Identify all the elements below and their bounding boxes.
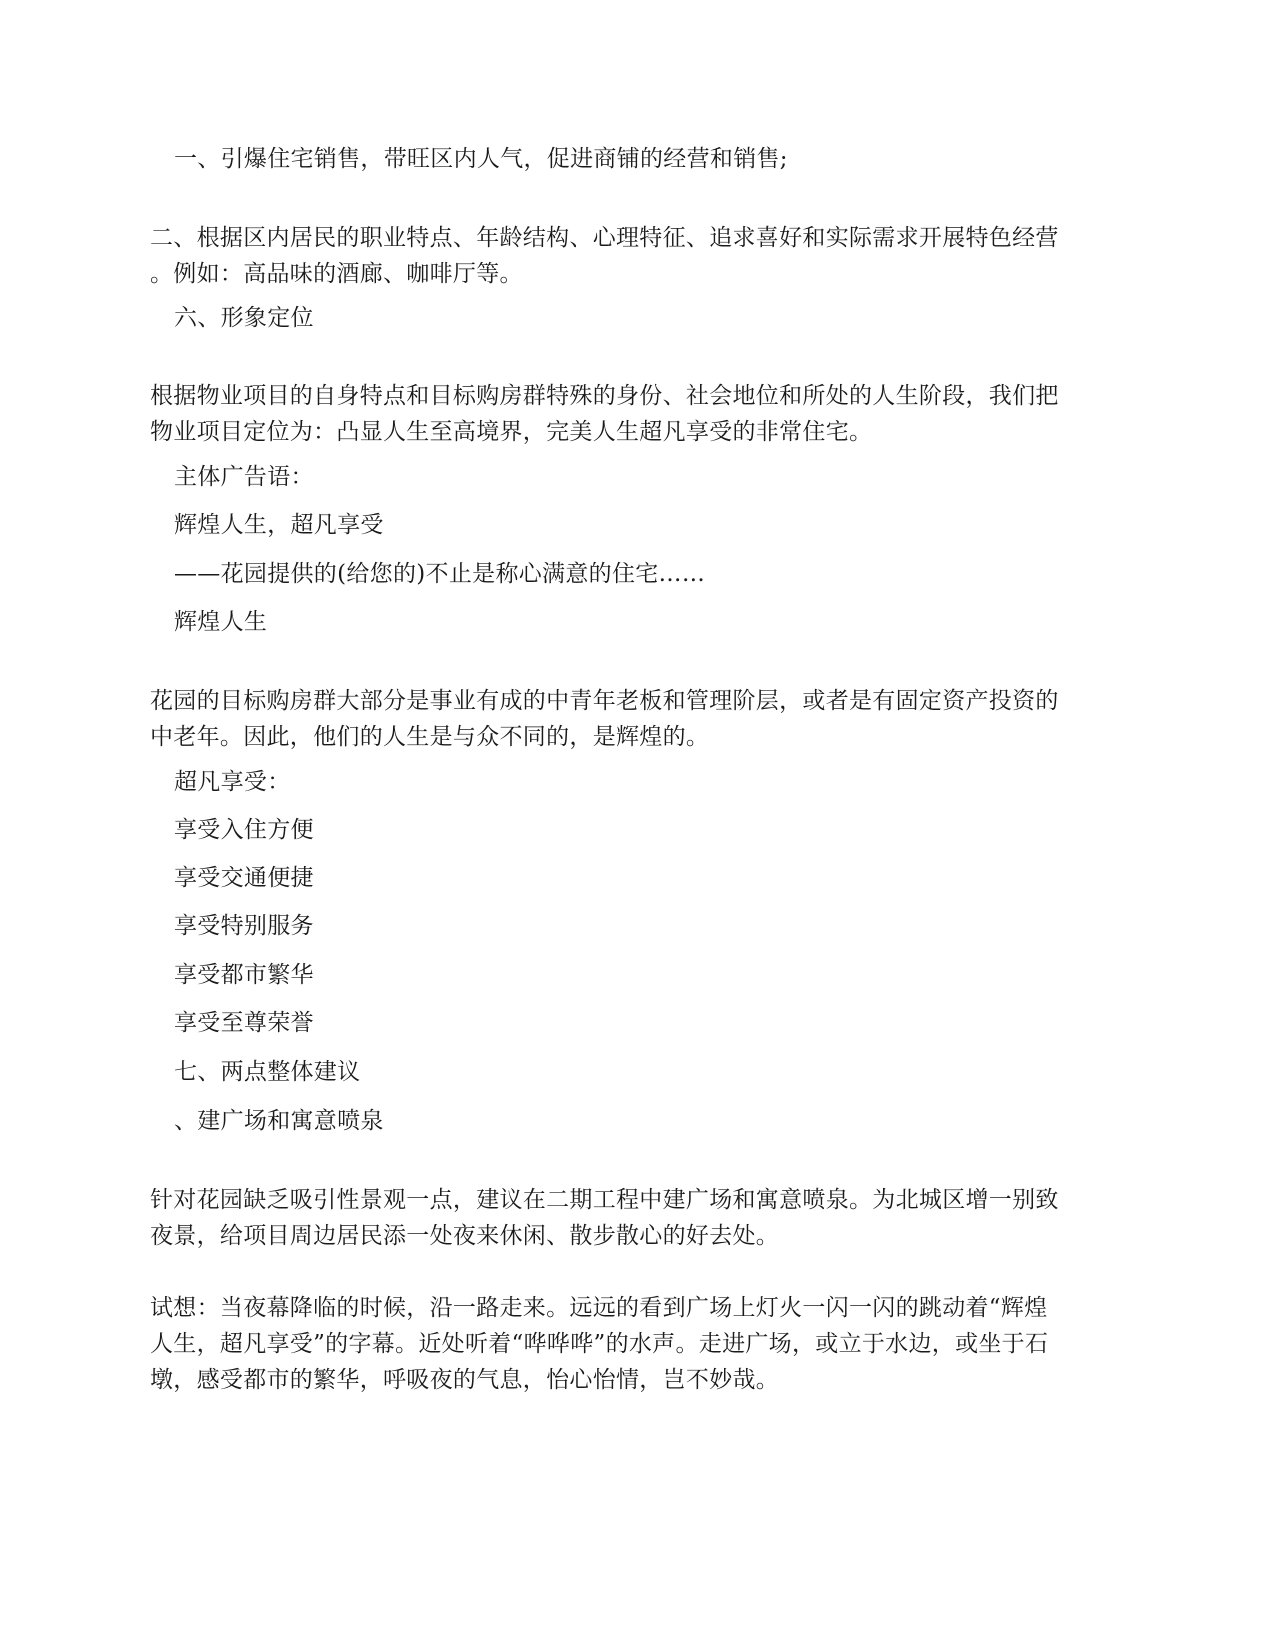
paragraph-5 <box>174 459 1174 495</box>
paragraph-line: 享受入住方便 <box>174 817 314 843</box>
paragraph-line: 墩，感受都市的繁华，呼吸夜的气息，怡心怡情，岂不妙哉。 <box>150 1367 780 1393</box>
slogan-line <box>174 507 1174 543</box>
list-item <box>174 812 1174 848</box>
paragraph-line: 夜景，给项目周边居民添一处夜来休闲、散步散心的好去处。 <box>150 1223 780 1249</box>
paragraph-line: 物业项目定位为：凸显人生至高境界，完美人生超凡享受的非常住宅。 <box>150 419 873 445</box>
paragraph-line: 享受特别服务 <box>174 913 314 939</box>
paragraph-7 <box>174 556 1174 592</box>
list-item <box>174 908 1174 944</box>
paragraph-line: 根据物业项目的自身特点和目标购房群特殊的身份、社会地位和所处的人生阶段，我们把 <box>150 383 1059 409</box>
paragraph-line: 主体广告语： <box>174 464 314 490</box>
list-item <box>174 957 1174 993</box>
paragraph-line: 。例如：高品味的酒廊、咖啡厅等。 <box>150 261 523 287</box>
paragraph-9 <box>150 683 1150 755</box>
list-item <box>174 1005 1174 1041</box>
paragraph-line: 一、引爆住宅销售，带旺区内人气，促进商铺的经营和销售; <box>174 146 788 172</box>
paragraph-line: 享受交通便捷 <box>174 865 314 891</box>
paragraph-line: 试想：当夜幕降临的时候，沿一路走来。远远的看到广场上灯火一闪一闪的跳动着“辉煌 <box>150 1295 1048 1321</box>
paragraph-line: 七、两点整体建议 <box>174 1059 361 1085</box>
paragraph-8 <box>174 604 1174 640</box>
paragraph-line: ——花园提供的(给您的)不止是称心满意的住宅…… <box>174 561 706 587</box>
list-item <box>174 860 1174 896</box>
paragraph-line: 享受都市繁华 <box>174 962 314 988</box>
paragraph-line: 人生，超凡享受”的字幕。近处听着“哗哗哗”的水声。走进广场，或立于水边，或坐于石 <box>150 1331 1049 1357</box>
paragraph-17 <box>174 1103 1174 1139</box>
section-heading-suggestions <box>174 1054 1174 1090</box>
paragraph-line: 辉煌人生 <box>174 609 268 635</box>
paragraph-1 <box>174 141 1174 177</box>
paragraph-line: 享受至尊荣誉 <box>174 1010 314 1036</box>
paragraph-line: 辉煌人生，超凡享受 <box>174 512 384 538</box>
section-heading-image-positioning <box>174 300 1174 336</box>
paragraph-line: 超凡享受： <box>174 769 291 795</box>
paragraph-19 <box>150 1290 1150 1398</box>
paragraph-line: 针对花园缺乏吸引性景观一点，建议在二期工程中建广场和寓意喷泉。为北城区增一别致 <box>150 1187 1059 1213</box>
paragraph-line: 、建广场和寓意喷泉 <box>174 1108 384 1134</box>
paragraph-10 <box>174 764 1174 800</box>
paragraph-line: 六、形象定位 <box>174 305 314 331</box>
paragraph-line: 二、根据区内居民的职业特点、年龄结构、心理特征、追求喜好和实际需求开展特色经营 <box>150 225 1059 251</box>
paragraph-18 <box>150 1182 1150 1254</box>
paragraph-2 <box>150 220 1150 292</box>
paragraph-line: 中老年。因此，他们的人生是与众不同的，是辉煌的。 <box>150 724 710 750</box>
paragraph-line: 花园的目标购房群大部分是事业有成的中青年老板和管理阶层，或者是有固定资产投资的 <box>150 688 1059 714</box>
paragraph-4 <box>150 378 1150 450</box>
